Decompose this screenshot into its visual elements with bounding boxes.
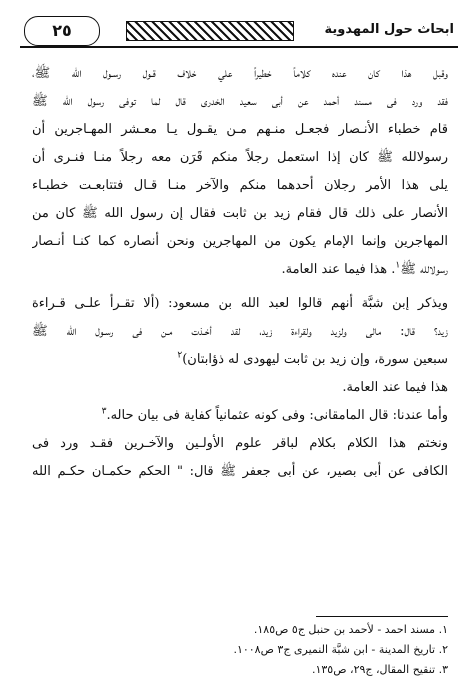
- footnote: ١. مسند احمد - لأحمد بن حنبل ج٥ ص١٨٥.: [253, 623, 448, 636]
- footnote-separator: [316, 616, 448, 617]
- text-line: وقبل هذا كان عنده كلاماً خطيراً علي خلاف قـول رسـول الله ﷺ،: [32, 66, 448, 81]
- text-line: يلى هذا الأمر رجلان أحدهما منكم والآخر منـا قـال فتتابعـت خطبـاء: [32, 178, 448, 193]
- text-fragment: سبعين سورة، وإن زيد بن ثابت ليهودى له ذؤابتان): [182, 352, 448, 367]
- running-title: ابحاث حول المهدوية: [324, 22, 454, 37]
- footnote-mark: ٢: [177, 350, 183, 361]
- main-text: [32, 60, 448, 486]
- text-line: الأنصار على ذلك قال فقام زيد بن ثابت فقال إن رسول الله ﷺ كان من: [32, 206, 448, 221]
- footnote-mark: ٣: [101, 406, 107, 417]
- text-line: زيد؟ قال: مالى ولزيد ولقراءة زيد، لقد أخـذت مـن فى رسـول الله ﷺ: [32, 324, 448, 339]
- footnotes: [32, 620, 448, 680]
- text-line: [32, 346, 448, 374]
- footnote: ٢. تاريخ المدينة - ابن شبَّة النميرى ج٣ ص١٠٠٨.: [233, 643, 448, 656]
- page-number: ٢٥: [52, 21, 72, 40]
- text-line: [32, 402, 448, 430]
- text-line: المهاجرين وإنما الإمام يكون من المهاجرين ونحن أنصاره كما كنـا أنـصار: [32, 234, 448, 249]
- header-rule: [20, 46, 458, 48]
- text-line: الكافى عن أبى بصير، عن أبى جعفر ﷺ قال: " الحكم حكمـان حكـم الله: [32, 464, 448, 479]
- text-line: قام خطباء الأنـصار فجعـل منـهم مـن يقـول يـا معـشر المهـاجرين أن: [32, 122, 448, 137]
- footnote: ٣. تنقيح المقال، ج٢٩، ص١٣٥.: [311, 663, 448, 676]
- text-line: فقد ورد فى مسند أحمد عن أبى سعيد الخدرى قال لما توفى رسول الله ﷺ: [32, 94, 448, 109]
- text-line: هذا فيما عند العامة.: [342, 380, 448, 395]
- text-line: ونختم هذا الكلام بكلام لباقر علوم الأولـين والآخـرين فقـد ورد فى: [32, 436, 448, 451]
- text-fragment: . هذا فيما عند العامة.: [281, 262, 396, 277]
- text-fragment: وأما عندنا: قال المامقانى: وفى كونه عثمانياً كفاية فى بيان حاله.: [106, 408, 448, 423]
- footnote-mark: ١: [395, 260, 401, 271]
- text-line: [32, 256, 448, 284]
- decorative-hatch-band: [126, 21, 294, 41]
- text-line: رسولالله ﷺ كان إذا استعمل رجلاً منكم قَرَن معه رجلاً منـا فنـرى أن: [32, 150, 448, 165]
- text-fragment: رسولالله ﷺ: [400, 262, 448, 277]
- page-number-frame: [24, 16, 100, 46]
- running-header: [20, 14, 458, 48]
- text-line: ويذكر إبن شبَّة أنهم قالوا لعبد الله بن مسعود: (ألا تقـرأ علـى قـراءة: [32, 296, 448, 311]
